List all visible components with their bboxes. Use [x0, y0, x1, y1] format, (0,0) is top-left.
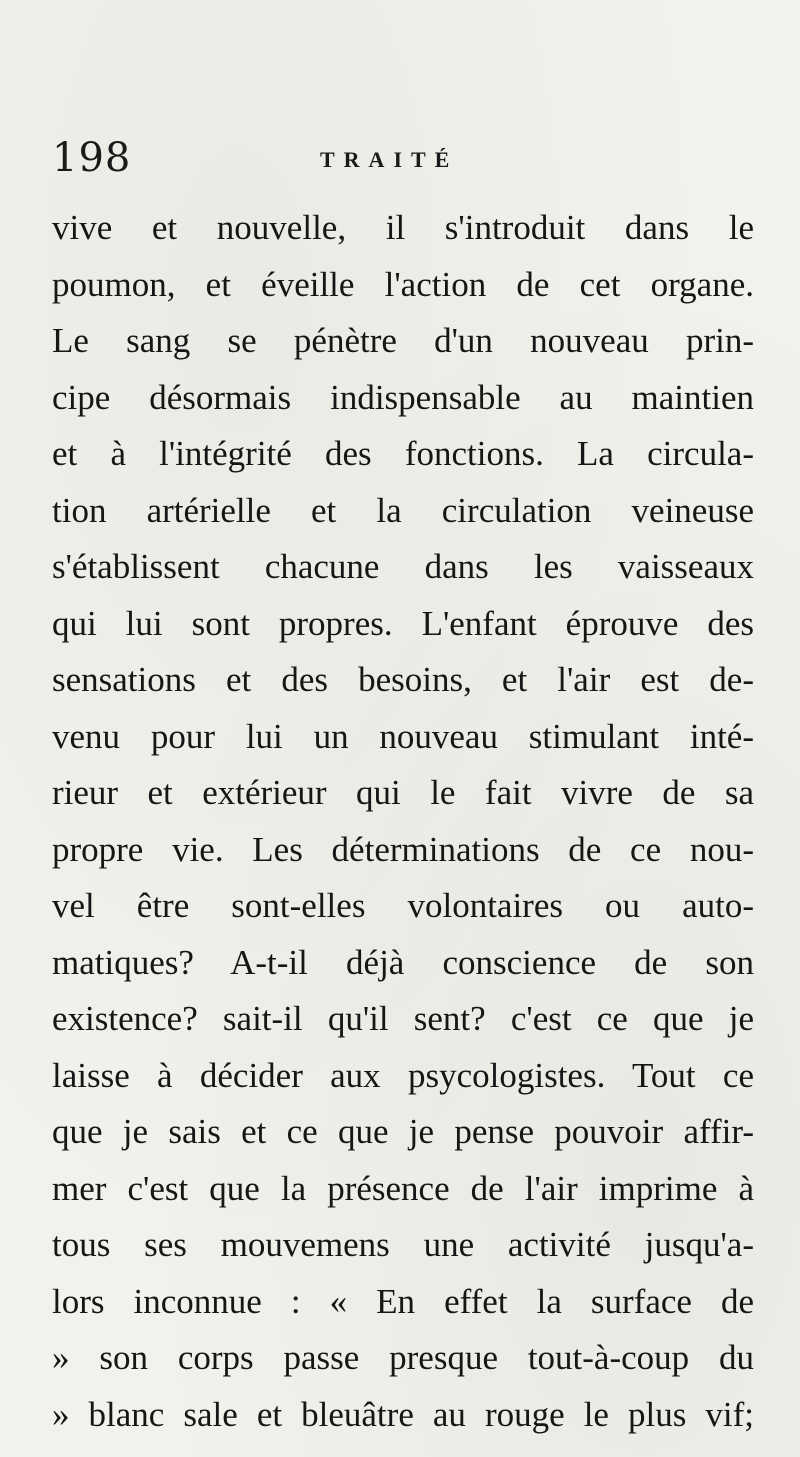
text-line: matiques? A-t-il déjà conscience de son	[52, 942, 754, 982]
text-line: existence? sait-il qu'il sent? c'est ce que je	[52, 999, 754, 1038]
text-line: s'établissent chacune dans les vaisseaux	[52, 547, 754, 586]
text-line: tion artérielle et la circulation veineuse	[52, 490, 754, 530]
text-line: vel être sont-elles volontaires ou auto-	[52, 886, 754, 925]
text-line: vive et nouvelle, il s'introduit dans le	[52, 208, 754, 247]
text-line: rieur et extérieur qui le fait vivre de sa	[52, 773, 754, 812]
page-number: 198	[52, 135, 132, 181]
running-head: TRAITÉ	[320, 147, 459, 172]
text-line: cipe désormais indispensable au maintien	[52, 377, 754, 417]
text-line: Le sang se pénètre d'un nouveau prin-	[52, 321, 754, 360]
text-line: tous ses mouvemens une activité jusqu'a-	[52, 1225, 754, 1264]
text-line: que je sais et ce que je pense pouvoir affir-	[52, 1112, 754, 1151]
text-line: poumon, et éveille l'action de cet organe.	[52, 264, 754, 304]
text-line: laisse à décider aux psycologistes. Tout ce	[52, 1055, 754, 1095]
quote-line: » son corps passe presque tout-à-coup du	[52, 1338, 754, 1377]
text-line: propre vie. Les déterminations de ce nou-	[52, 829, 754, 869]
text-line: sensations et des besoins, et l'air est de-	[52, 660, 754, 699]
text-line: mer c'est que la présence de l'air imprime à	[52, 1168, 754, 1208]
text-line: venu pour lui un nouveau stimulant inté-	[52, 716, 754, 756]
text-line: lors inconnue : « En effet la surface de	[52, 1281, 754, 1321]
body-text	[52, 200, 754, 1443]
text-line: qui lui sont propres. L'enfant éprouve des	[52, 603, 754, 643]
text-line: et à l'intégrité des fonctions. La circula-	[52, 434, 754, 473]
quote-line: » blanc sale et bleuâtre au rouge le plus vif;	[52, 1394, 754, 1434]
page-header	[52, 135, 752, 185]
